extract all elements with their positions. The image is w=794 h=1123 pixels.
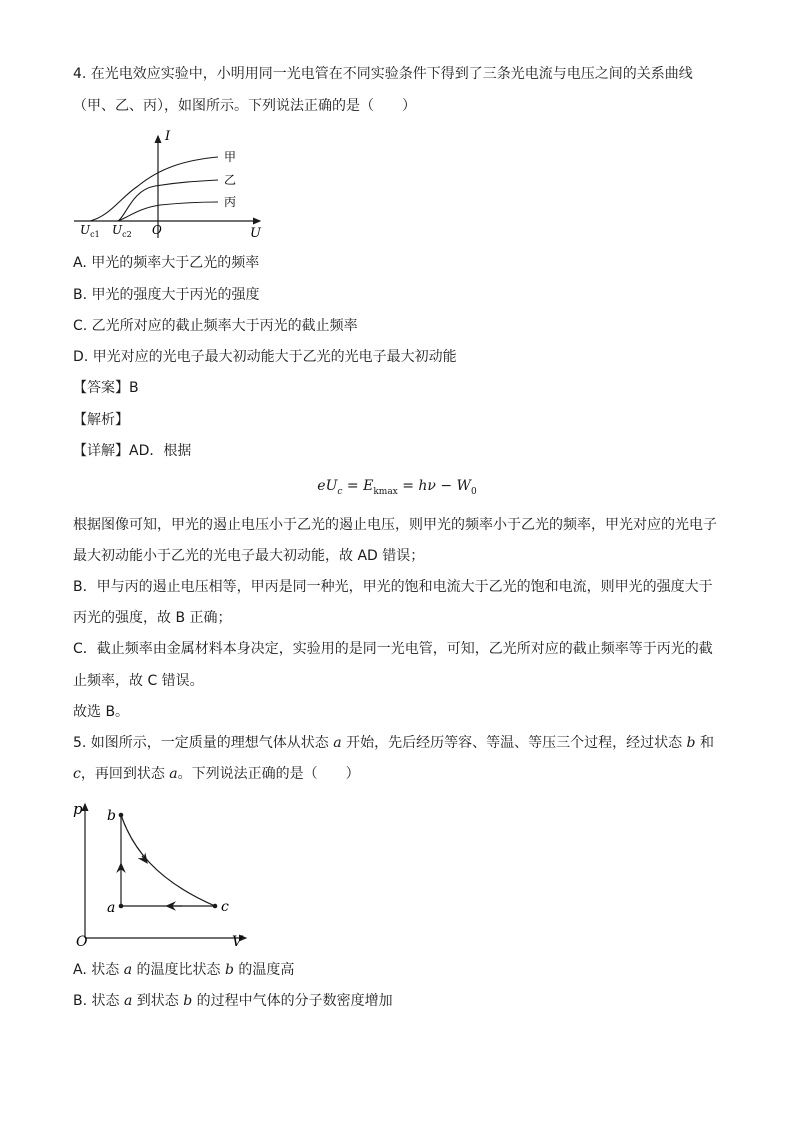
v-axis-label: V xyxy=(232,934,243,950)
p-axis-label: p xyxy=(73,800,83,818)
q5-option-a: A. 状态 a 的温度比状态 b 的温度高 xyxy=(73,962,295,978)
state-a-label: a xyxy=(107,900,116,916)
x-axis-label: U xyxy=(250,226,261,241)
q4-option-a: A. 甲光的频率大于乙光的频率 xyxy=(73,255,260,271)
q4-answer: 【答案】B xyxy=(73,380,139,396)
curve-yi-label: 乙 xyxy=(224,173,237,187)
q4-option-c: C. 乙光所对应的截止频率大于丙光的截止频率 xyxy=(73,318,358,334)
q5-stem-line2: c，再回到状态 a。下列说法正确的是（ ） xyxy=(73,766,360,782)
q4-detail-intro: 【详解】AD．根据 xyxy=(73,443,192,459)
einstein-equation: $eU_c = E_{kmax} = h\nu - W_0$ xyxy=(317,478,477,497)
q4-stem-line2: （甲、乙、丙），如图所示。下列说法正确的是（ ） xyxy=(73,98,416,114)
curve-jia-label: 甲 xyxy=(224,150,237,164)
q5-stem-line1: 5. 如图所示，一定质量的理想气体从状态 a 开始，先后经历等容、等温、等压三个过程，经过状态 b 和 xyxy=(73,735,714,751)
q4-explanation-5: C．截止频率由金属材料本身决定，实验用的是同一光电管，可知，乙光所对应的截止频率等于丙光的截 xyxy=(73,641,713,657)
origin-label: O xyxy=(152,223,162,237)
pv-diagram-figure xyxy=(70,792,260,952)
curve-bing-label: 丙 xyxy=(224,195,237,209)
state-b-point xyxy=(119,813,124,818)
q4-explanation-4: 丙光的强度，故 B 正确； xyxy=(73,610,232,626)
q4-explanation-3: B．甲与丙的遏止电压相等，甲丙是同一种光，甲光的饱和电流大于乙光的饱和电流，则甲光的强度大于 xyxy=(73,579,713,595)
curve-jia xyxy=(90,157,218,221)
curve-bing xyxy=(118,202,218,221)
q4-option-d: D. 甲光对应的光电子最大初动能大于乙光的光电子最大初动能 xyxy=(73,349,457,365)
uc2-label: $U_{c2}$ xyxy=(112,223,132,239)
curve-yi xyxy=(118,180,218,221)
y-axis-label: I xyxy=(165,129,171,144)
q4-explanation-1: 根据图像可知，甲光的遏止电压小于乙光的遏止电压，则甲光的频率小于乙光的频率，甲光对应的光电子 xyxy=(73,517,717,533)
q5-option-b: B. 状态 a 到状态 b 的过程中气体的分子数密度增加 xyxy=(73,993,393,1009)
q4-analysis-title: 【解析】 xyxy=(73,412,129,428)
state-c-label: c xyxy=(221,899,229,915)
state-c-point xyxy=(213,904,218,909)
photocurrent-voltage-figure xyxy=(70,128,270,243)
q4-explanation-6: 止频率，故 C 错误。 xyxy=(73,673,204,689)
q4-explanation-2: 最大初动能小于乙光的光电子最大初动能，故 AD 错误； xyxy=(73,548,425,564)
q4-explanation-7: 故选 B。 xyxy=(73,704,130,720)
state-b-label: b xyxy=(107,808,116,824)
q4-stem-line1: 4. 在光电效应实验中，小明用同一光电管在不同实验条件下得到了三条光电流与电压之间的关系曲线 xyxy=(73,66,693,82)
process-b-to-c xyxy=(121,815,215,906)
origin-label: O xyxy=(76,934,88,950)
q4-option-b: B. 甲光的强度大于丙光的强度 xyxy=(73,287,260,303)
state-a-point xyxy=(119,904,124,909)
uc1-label: $U_{c1}$ xyxy=(80,223,100,239)
